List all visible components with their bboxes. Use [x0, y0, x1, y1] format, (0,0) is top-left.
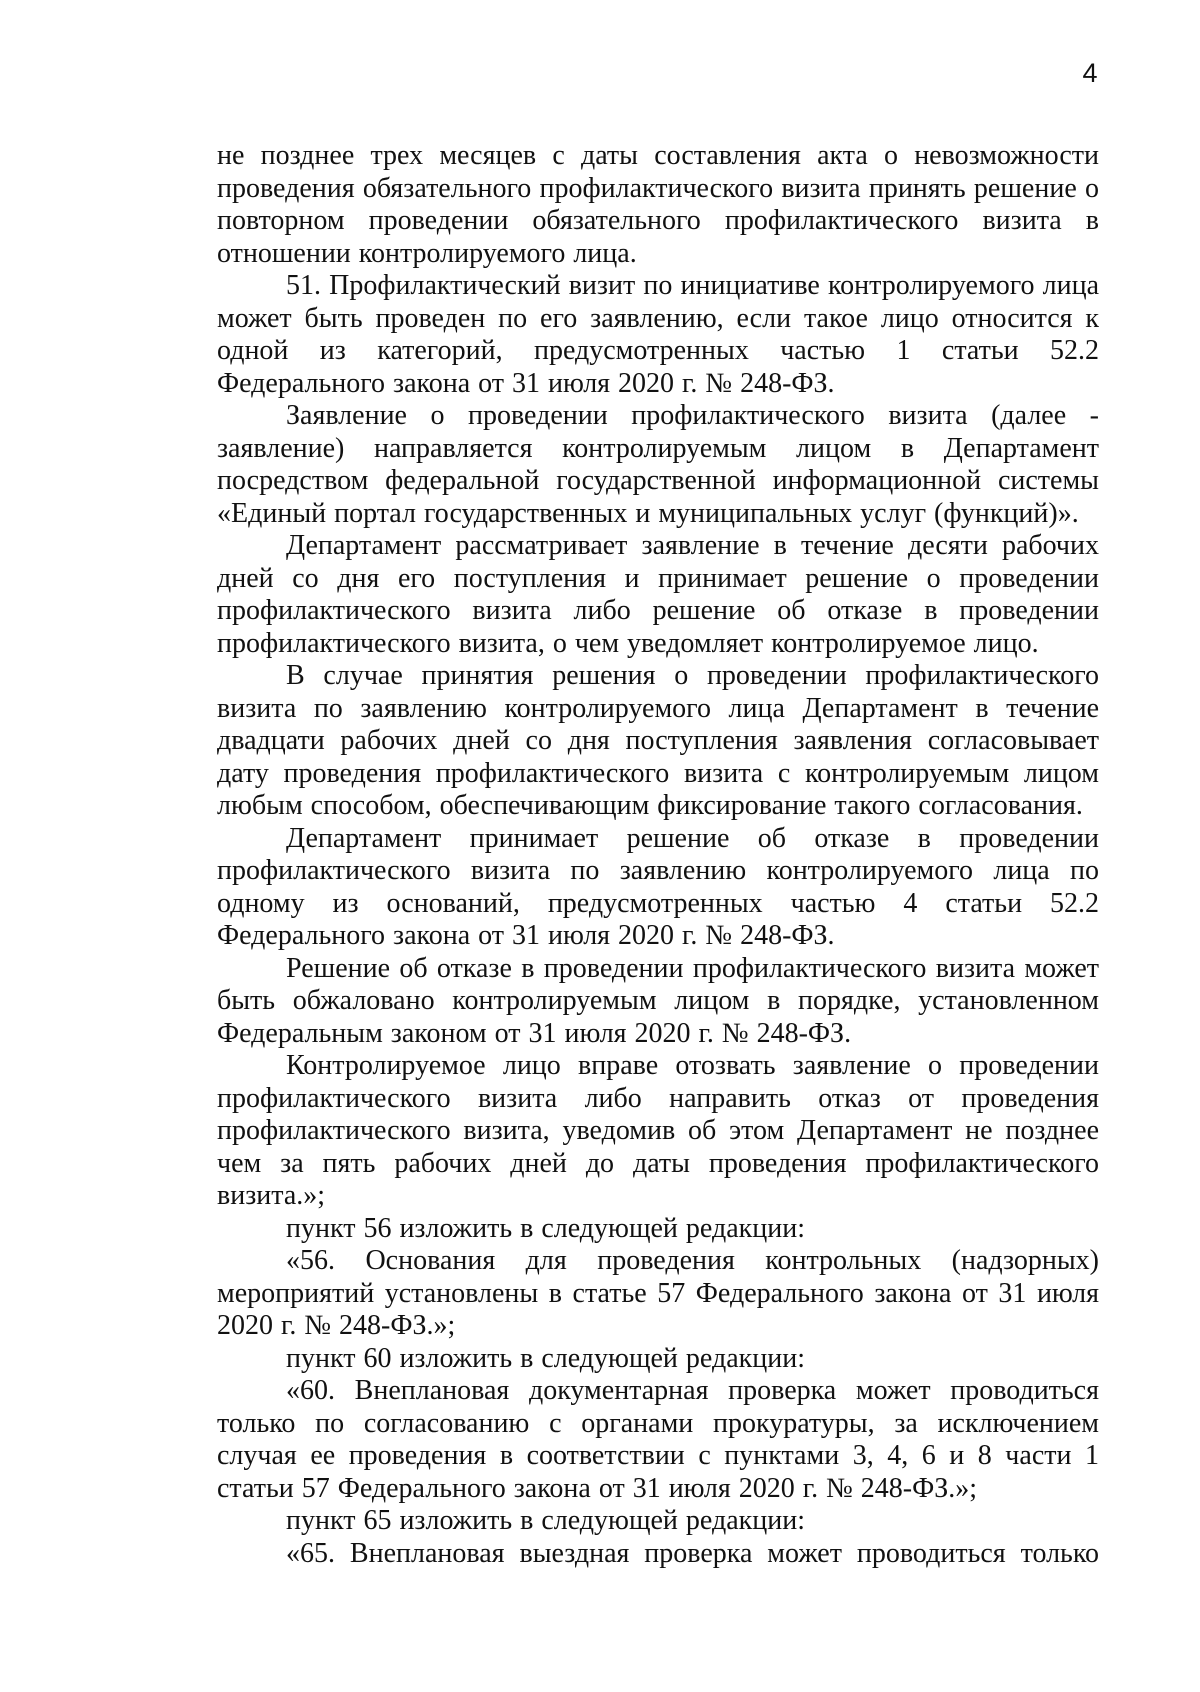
paragraph-refusal-grounds: Департамент принимает решение об отказе в проведении профилактического визита по заявлению контролируемого лица по одному из оснований, предусмотренных частью 4 статьи 52.2 Федерального закона от 31 июля 2020 г. № 248-ФЗ. [217, 822, 1099, 951]
paragraph-review: Департамент рассматривает заявление в течение десяти рабочих дней со дня его поступления и принимает решение о проведении профилактического визита либо решение об отказе в проведении профилактического визита, о чем уведомляет контролируемое лицо. [217, 530, 1099, 659]
paragraph-withdrawal: Контролируемое лицо вправе отозвать заявление о проведении профилактического визита либо направить отказ от проведения профилактического визита, уведомив об этом Департамент не позднее чем за пять рабочих дней до даты проведения профилактического визита.»; [217, 1050, 1099, 1211]
page-number: 4 [1082, 58, 1098, 88]
paragraph-instruction-56: пункт 56 изложить в следующей редакции: [286, 1212, 805, 1244]
paragraph-appeal: Решение об отказе в проведении профилактического визита может быть обжаловано контролируемым лицом в порядке, установленном Федеральным законом от 31 июля 2020 г. № 248-ФЗ. [217, 952, 1099, 1049]
paragraph-instruction-60: пункт 60 изложить в следующей редакции: [286, 1342, 805, 1374]
paragraph-item-56: «56. Основания для проведения контрольных (надзорных) мероприятий установлены в статье 57 Федерального закона от 31 июля 2020 г. № 248-ФЗ.»; [217, 1245, 1099, 1341]
paragraph-item-51: 51. Профилактический визит по инициативе контролируемого лица может быть проведен по его заявлению, если такое лицо относится к одной из категорий, предусмотренных частью 1 статьи 52.2 Федерального закона от 31 июля 2020 г. № 248-ФЗ. [217, 270, 1099, 399]
paragraph-instruction-65: пункт 65 изложить в следующей редакции: [286, 1505, 805, 1536]
paragraph-item-60: «60. Внеплановая документарная проверка может проводиться только по согласованию с органами прокуратуры, за исключением случая ее проведения в соответствии с пунктами 3, 4, 6 и 8 части 1 статьи 57 Федерального закона от 31 июля 2020 г. № 248-ФЗ.»; [217, 1375, 1099, 1504]
paragraph-continuation: не позднее трех месяцев с даты составления акта о невозможности проведения обязательного профилактического визита принять решение о повторном проведении обязательного профилактического визита в отношении контролируемого лица. [217, 140, 1099, 269]
paragraph-application: Заявление о проведении профилактического визита (далее - заявление) направляется контролируемым лицом в Департамент посредством федеральной государственной информационной системы «Единый портал государственных и муниципальных услуг (функций)». [217, 400, 1099, 529]
paragraph-approval-case: В случае принятия решения о проведении профилактического визита по заявлению контролируемого лица Департамент в течение двадцати рабочих дней со дня поступления заявления согласовывает дату проведения профилактического визита с контролируемым лицом любым способом, обеспечивающим фиксирование такого согласования. [217, 660, 1099, 821]
paragraph-item-65: «65. Внеплановая выездная проверка может проводиться только [286, 1537, 1099, 1569]
document-body [217, 140, 1099, 1570]
